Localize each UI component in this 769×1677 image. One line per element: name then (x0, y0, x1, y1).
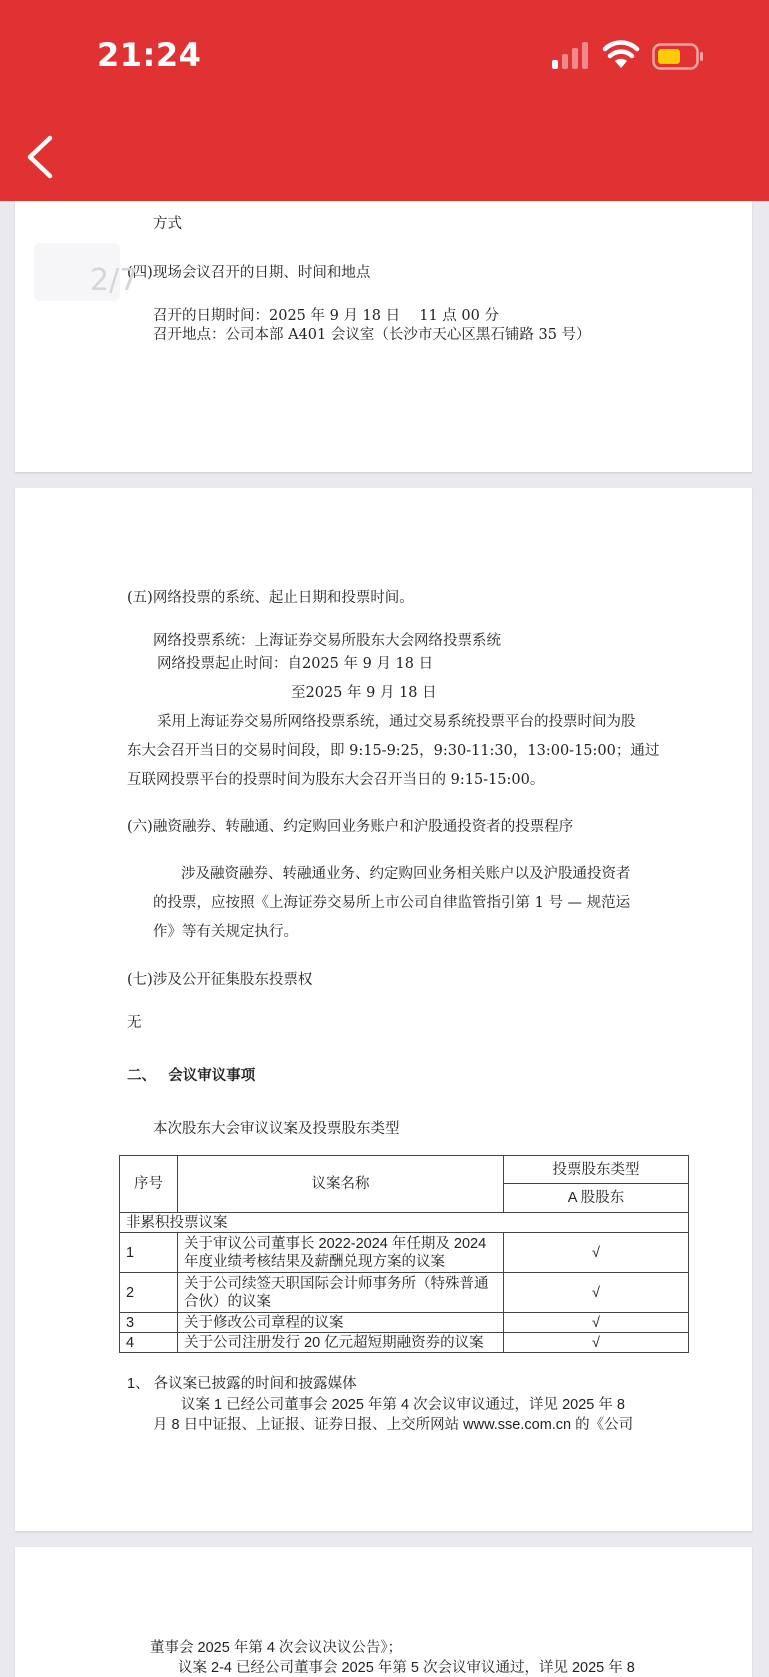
battery-icon (652, 43, 704, 70)
status-time: 21:24 (97, 36, 202, 74)
text-line: 董事会 2025 年第 4 次会议决议公告》； (150, 1640, 403, 1656)
table-row (120, 1333, 689, 1353)
row-no: 2 (120, 1273, 178, 1313)
text-line: 至2025 年 9 月 18 日 (291, 685, 437, 701)
row-check-mark: √ (504, 1273, 689, 1313)
row-name: 关于公司注册发行 20 亿元超短期融资券的议案 (178, 1333, 504, 1353)
table-row (120, 1313, 689, 1333)
wifi-icon (603, 40, 639, 70)
text-line: 召开地点：公司本部 A401 会议室（长沙市天心区黑石铺路 35 号） (153, 327, 591, 343)
row-no: 4 (120, 1333, 178, 1353)
text-line: 网络投票起止时间：自2025 年 9 月 18 日 (157, 656, 434, 672)
text-line: 本次股东大会审议议案及投票股东类型 (153, 1121, 400, 1137)
section-heading: (五)网络投票的系统、起止日期和投票时间。 (127, 590, 414, 606)
text-line: 议案 1 已经公司董事会 2025 年第 4 次会议审议通过，详见 2025 年 8 (181, 1397, 625, 1413)
text-line: 月 8 日中证报、上证报、证券日报、上交所网站 www.sse.com.cn 的《公司 (153, 1417, 634, 1433)
cellular-signal-icon (551, 42, 591, 70)
page-indicator: 2/7 (34, 243, 120, 301)
table-header-name: 议案名称 (178, 1156, 504, 1213)
table-row (120, 1273, 689, 1313)
table-header-a-share: A 股股东 (504, 1184, 689, 1213)
row-name: 关于审议公司董事长 2022-2024 年任期及 2024 年度业绩考核结果及薪酬兑现方案的议案 (178, 1233, 504, 1273)
section-heading: (四)现场会议召开的日期、时间和地点 (127, 265, 371, 281)
table-header-no: 序号 (120, 1156, 178, 1213)
row-check-mark: √ (504, 1333, 689, 1353)
text-line: 无 (127, 1015, 142, 1031)
table-section-label: 非累积投票议案 (120, 1213, 689, 1233)
section-heading: (七)涉及公开征集股东投票权 (127, 972, 313, 988)
chapter-heading: 二、 会议审议事项 (127, 1067, 256, 1084)
text-line: 互联网投票平台的投票时间为股东大会召开当日的 9:15-15:00。 (127, 772, 545, 788)
text-line: 1、 各议案已披露的时间和披露媒体 (127, 1376, 357, 1392)
text-line: 涉及融资融券、转融通业务、约定购回业务相关账户以及沪股通投资者 (181, 866, 631, 882)
text-line: 的投票，应按照《上海证券交易所上市公司自律监管指引第 1 号 — 规范运 (153, 895, 631, 911)
text-line: 议案 2-4 已经公司董事会 2025 年第 5 次会议审议通过，详见 2025 年 8 (178, 1660, 635, 1676)
text-line: 东大会召开当日的交易时间段，即 9:15-9:25，9:30-11:30，13:00-15:00；通过 (127, 743, 660, 759)
row-name: 关于修改公司章程的议案 (178, 1313, 504, 1333)
row-check-mark: √ (504, 1313, 689, 1333)
text-line: 方式 (153, 216, 182, 232)
motion-table (119, 1155, 689, 1353)
section-heading: (六)融资融券、转融通、约定购回业务账户和沪股通投资者的投票程序 (127, 819, 574, 835)
chevron-left-icon[interactable] (20, 132, 60, 182)
table-header-voter-type: 投票股东类型 (504, 1156, 689, 1184)
text-line: 网络投票系统：上海证券交易所股东大会网络投票系统 (153, 633, 501, 649)
row-name: 关于公司续签天职国际会计师事务所（特殊普通 合伙）的议案 (178, 1273, 504, 1313)
row-no: 1 (120, 1233, 178, 1273)
text-line: 采用上海证券交易所网络投票系统，通过交易系统投票平台的投票时间为股 (157, 714, 636, 730)
row-check-mark: √ (504, 1233, 689, 1273)
row-no: 3 (120, 1313, 178, 1333)
top-bar (0, 0, 769, 201)
table-row (120, 1233, 689, 1273)
text-line: 作》等有关规定执行。 (153, 924, 298, 940)
text-line: 召开的日期时间：2025 年 9 月 18 日 11 点 00 分 (153, 308, 499, 324)
